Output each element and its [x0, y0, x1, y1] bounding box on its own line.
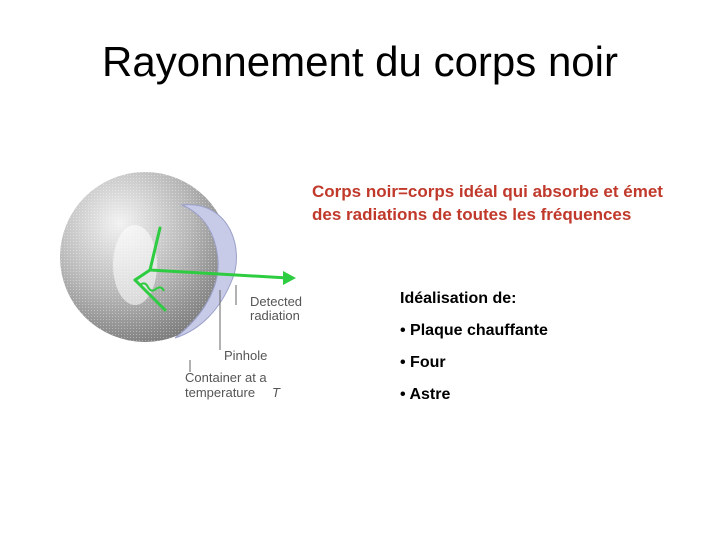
container-label-1: Container at a — [185, 370, 267, 385]
list-item: • Four — [400, 354, 446, 371]
ray-arrowhead — [283, 271, 296, 285]
temperature-symbol: T — [272, 385, 280, 400]
detected-radiation-label-1: Detected — [250, 294, 303, 309]
list-item: • Plaque chauffante — [400, 322, 548, 339]
definition-text — [312, 180, 712, 226]
idealisation-list — [400, 322, 548, 404]
blackbody-diagram — [40, 160, 330, 420]
detected-radiation-label-2: radiation — [250, 308, 300, 323]
idealisation-heading: Idéalisation de: — [400, 290, 517, 307]
container-label-2: temperature — [185, 385, 256, 400]
slide-title: Rayonnement du corps noir — [102, 38, 618, 85]
idealisation-block — [400, 290, 548, 418]
list-item: • Astre — [400, 386, 451, 403]
definition-line-1: Corps noir=corps idéal qui absorbe et émet — [312, 182, 663, 201]
definition-line-2: des radiations de toutes les fréquences — [312, 205, 632, 224]
pinhole-label: Pinhole — [224, 348, 268, 363]
